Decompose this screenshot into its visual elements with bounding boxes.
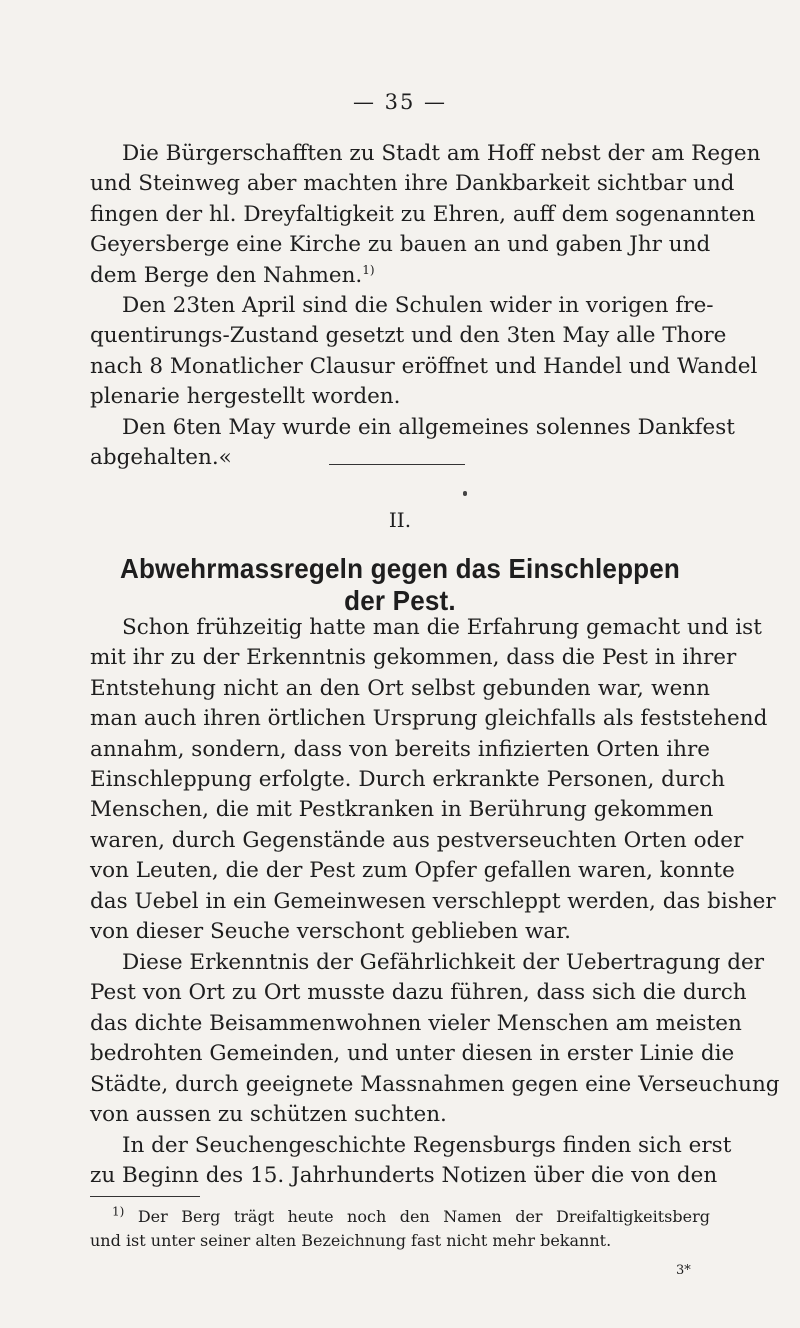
footnote-reference: 1) — [362, 262, 375, 277]
footnote-line: $^{1)}$ Der Berg trägt heute noch den Namen der Dreifaltigkeitsberg — [112, 1204, 710, 1226]
text-line: von Leuten, die der Pest zum Opfer gefallen waren, konnte — [90, 858, 735, 884]
text-line: Den 6ten May wurde ein allgemeines solennes Dankfest — [122, 415, 735, 440]
signature-mark: 3* — [676, 1263, 691, 1278]
text-line: bedrohten Gemeinden, und unter diesen in erster Linie die — [90, 1041, 735, 1067]
text-line: zu Beginn des 15. Jahrhunderts Notizen über die von den — [90, 1163, 718, 1189]
text-line: von aussen zu schützen suchten. — [90, 1102, 447, 1128]
speck — [463, 491, 467, 496]
footnote-marker: 1) — [112, 1204, 125, 1219]
text-line: quentirungs-Zustand gesetzt und den 3ten May alle Thore — [90, 323, 727, 349]
section-heading: Abwehrmassregeln gegen das Einschleppen der Pest. — [119, 553, 681, 616]
text-line: In der Seuchengeschichte Regensburgs finden sich erst — [122, 1133, 732, 1158]
text-line: Entstehung nicht an den Ort selbst gebunden war, wenn — [90, 675, 710, 701]
text-line: Diese Erkenntnis der Gefährlichkeit der Uebertragung der — [122, 950, 764, 975]
text-line: man auch ihren örtlichen Ursprung gleichfalls als feststehend — [90, 706, 768, 732]
text-line: Einschleppung erfolgte. Durch erkrankte Personen, durch — [90, 767, 725, 793]
text-line: waren, durch Gegenstände aus pestverseuchten Orten oder — [90, 827, 744, 853]
section-divider — [329, 464, 465, 465]
text-line: Städte, durch geeignete Massnahmen gegen eine Verseuchung — [90, 1071, 780, 1097]
text-line: Menschen, die mit Pestkranken in Berührung gekommen — [90, 797, 714, 823]
text-line: nach 8 Monatlicher Clausur eröffnet und Handel und Wandel — [90, 353, 758, 379]
text-line: abgehalten.« — [90, 445, 232, 471]
paragraph-4 — [90, 613, 776, 947]
footnote-line: und ist unter seiner alten Bezeichnung fast nicht mehr bekannt. — [90, 1231, 612, 1250]
paragraph-6 — [90, 1131, 732, 1192]
footnote-divider — [90, 1196, 200, 1197]
text-line: das Uebel in ein Gemeinwesen verschleppt werden, das bisher — [90, 888, 776, 914]
text-line: das dichte Beisammenwohnen vieler Menschen am meisten — [90, 1010, 742, 1036]
text-line: fingen der hl. Dreyfaltigkeit zu Ehren, auff dem sogenannten — [90, 201, 756, 227]
paragraph-2 — [90, 291, 758, 413]
text-line: und Steinweg aber machten ihre Dankbarkeit sichtbar und — [90, 171, 735, 197]
paragraph-1 — [90, 139, 761, 291]
paragraph-5 — [90, 948, 780, 1130]
text-line: Den 23ten April sind die Schulen wider in vorigen fre- — [122, 293, 714, 318]
text-line: von dieser Seuche verschont geblieben war. — [90, 919, 571, 945]
text-line: annahm, sondern, dass von bereits infizierten Orten ihre — [90, 736, 710, 762]
text-line: Pest von Ort zu Ort musste dazu führen, dass sich die durch — [90, 980, 747, 1006]
text-line: plenarie hergestellt worden. — [90, 384, 401, 410]
text-line: Schon frühzeitig hatte man die Erfahrung gemacht und ist — [122, 615, 762, 640]
text-line: dem Berge den Nahmen.$^{1)}$ — [90, 262, 375, 288]
footnote — [90, 1205, 710, 1253]
text-line: mit ihr zu der Erkenntnis gekommen, dass die Pest in ihrer — [90, 645, 737, 671]
section-number: II. — [388, 508, 412, 532]
text-line: Die Bürgerschafften zu Stadt am Hoff nebst der am Regen — [122, 141, 761, 166]
text-line: Geyersberge eine Kirche zu bauen an und gaben Jhr und — [90, 232, 711, 258]
page-number: — 35 — — [352, 90, 448, 114]
